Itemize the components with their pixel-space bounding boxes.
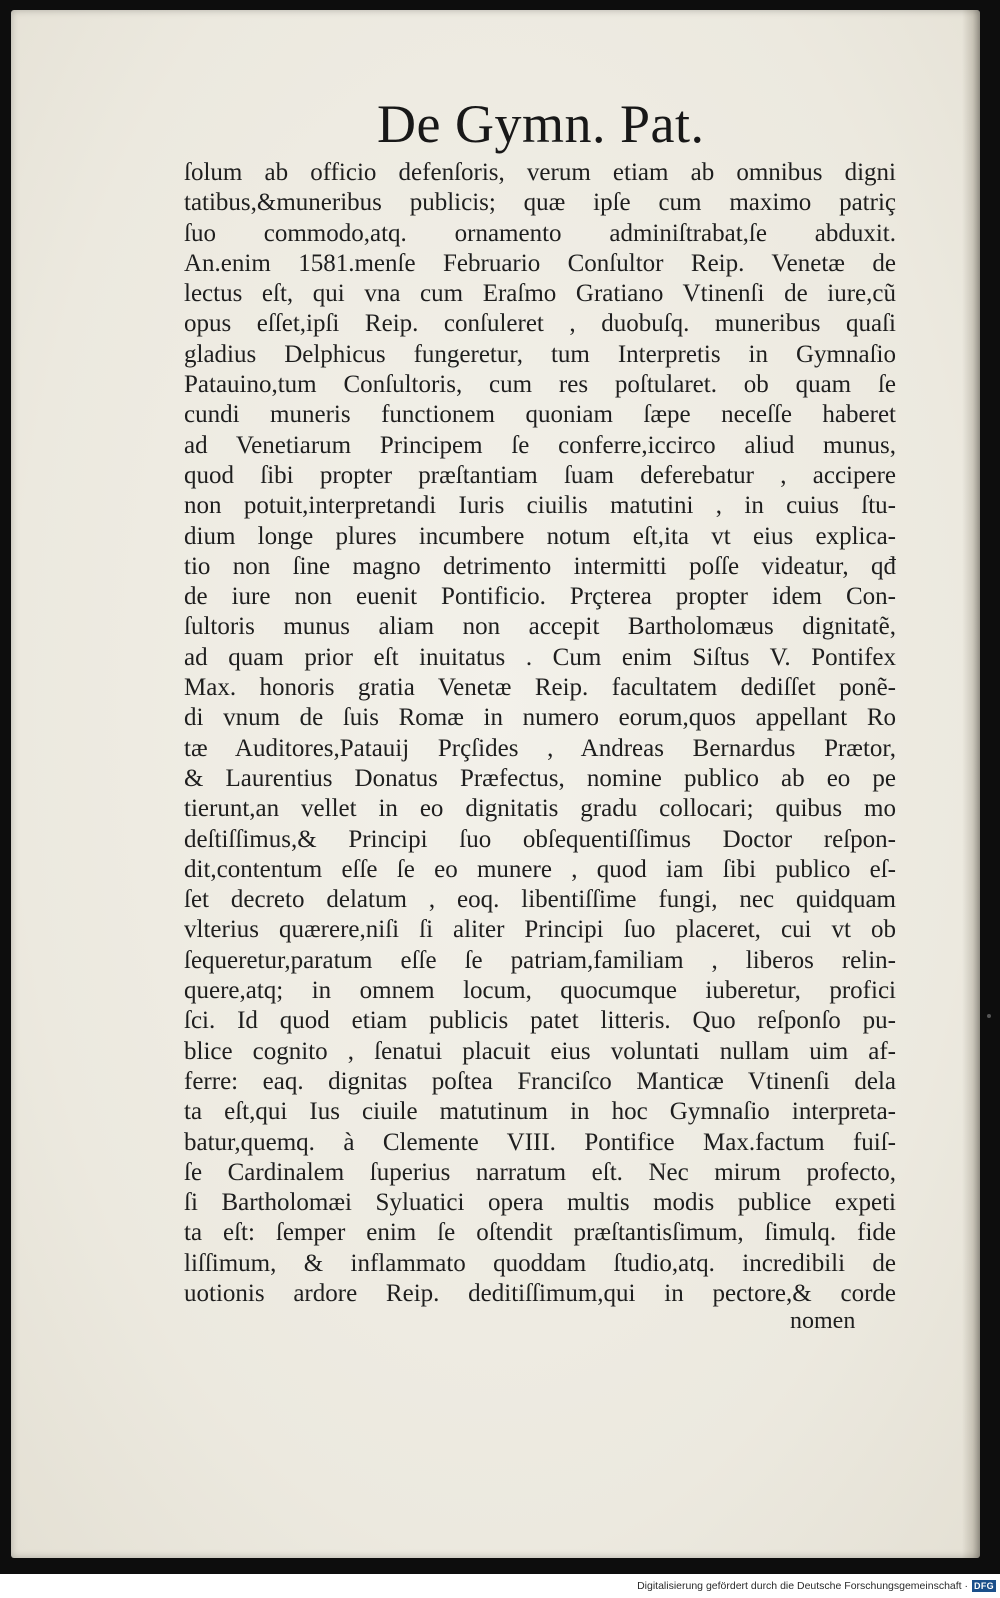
text-line: ſultoris munus aliam non accepit Bartholomæus dignitatẽ, [184, 613, 896, 641]
text-line: ſe Cardinalem ſuperius narratum eſt. Nec mirum profecto, [184, 1158, 896, 1186]
text-line: vlterius quærere,niſi ſi aliter Principi ſuo placeret, cui vt ob [184, 916, 896, 944]
text-line: lectus eſt, qui vna cum Eraſmo Gratiano Vtinenſi de iure,cũ [184, 280, 896, 308]
text-line: liſſimum, & inflammato quoddam ſtudio,atq. incredibili de [184, 1249, 896, 1277]
text-line: ſuo commodo,atq. ornamento adminiſtrabat,ſe abduxit. [184, 219, 896, 247]
text-line: quod ſibi propter præſtantiam ſuam deferebatur , accipere [184, 461, 896, 489]
text-line: Max. honoris gratia Venetæ Reip. facultatem dediſſet ponẽ- [184, 674, 896, 702]
text-line: batur,quemq. à Clemente VIII. Pontifice Max.factum fuiſ- [184, 1128, 896, 1156]
text-line: ta eſt,qui Ius ciuile matutinum in hoc Gymnaſio interpreta- [184, 1098, 896, 1126]
margin-mark [987, 1014, 991, 1018]
text-line: tio non ſine magno detrimento intermitti poſſe videatur, qđ [184, 552, 896, 580]
text-line: uotionis ardore Reip. deditiſſimum,qui in pectore,& corde [184, 1279, 896, 1307]
body-text [184, 158, 896, 1309]
text-line: ferre: eaq. dignitas poſtea Franciſco Manticæ Vtinenſi dela [184, 1067, 896, 1095]
text-line: tæ Auditores,Patauij Prçſides , Andreas Bernardus Prætor, [184, 734, 896, 762]
text-line: non potuit,interpretandi Iuris ciuilis matutini , in cuius ſtu- [184, 492, 896, 520]
text-line: cundi muneris functionem quoniam ſæpe neceſſe haberet [184, 401, 896, 429]
text-line: deſtiſſimus,& Principi ſuo obſequentiſſimus Doctor reſpon- [184, 825, 896, 853]
text-line: gladius Delphicus fungeretur, tum Interpretis in Gymnaſio [184, 340, 896, 368]
text-line: opus eſſet,ipſi Reip. conſuleret , duobuſq. muneribus quaſi [184, 310, 896, 338]
text-line: ſi Bartholomæi Syluatici opera multis modis publice expeti [184, 1189, 896, 1217]
running-head: De Gymn. Pat. [377, 94, 705, 154]
text-line: & Laurentius Donatus Præfectus, nomine publico ab eo pe [184, 764, 896, 792]
text-line: di vnum de ſuis Romæ in numero eorum,quos appellant Ro [184, 704, 896, 732]
text-line: dium longe plures incumbere notum eſt,ita vt eius explica- [184, 522, 896, 550]
footer-credit: Digitalisierung gefördert durch die Deutsche Forschungsgemeinschaft · [637, 1580, 968, 1592]
text-line: dit,contentum eſſe ſe eo munere , quod iam ſibi publico eſ- [184, 855, 896, 883]
text-line: ta eſt: ſemper enim ſe oſtendit præſtantisſimum, ſimulq. fide [184, 1219, 896, 1247]
text-line: de iure non euenit Pontificio. Prçterea propter idem Con- [184, 583, 896, 611]
text-line: blice cognito , ſenatui placuit eius voluntati nullam uim af- [184, 1037, 896, 1065]
text-line: Patauino,tum Conſultoris, cum res poſtularet. ob quam ſe [184, 371, 896, 399]
text-line: ad quam prior eſt inuitatus . Cum enim Siſtus V. Pontifex [184, 643, 896, 671]
text-line: tierunt,an vellet in eo dignitatis gradu collocari; quibus mo [184, 795, 896, 823]
catchword: nomen [790, 1308, 856, 1334]
text-line: ſci. Id quod etiam publicis patet litteris. Quo reſponſo pu- [184, 1007, 896, 1035]
page-gutter-shadow [962, 10, 980, 1558]
text-line: An.enim 1581.menſe Februario Conſultor Reip. Venetæ de [184, 249, 896, 277]
text-line: quere,atq; in omnem locum, quocumque iuberetur, profici [184, 977, 896, 1005]
text-line: ad Venetiarum Principem ſe conferre,iccirco aliud munus, [184, 431, 896, 459]
text-line: ſet decreto delatum , eoq. libentiſſime fungi, nec quidquam [184, 886, 896, 914]
text-line: tatibus,&muneribus publicis; quæ ipſe cum maximo patriç [184, 189, 896, 217]
dfg-logo: DFG [972, 1580, 996, 1592]
text-line: ſolum ab officio defenſoris, verum etiam ab omnibus digni [184, 159, 896, 186]
text-line: ſequeretur,paratum eſſe ſe patriam,familiam , liberos relin- [184, 946, 896, 974]
